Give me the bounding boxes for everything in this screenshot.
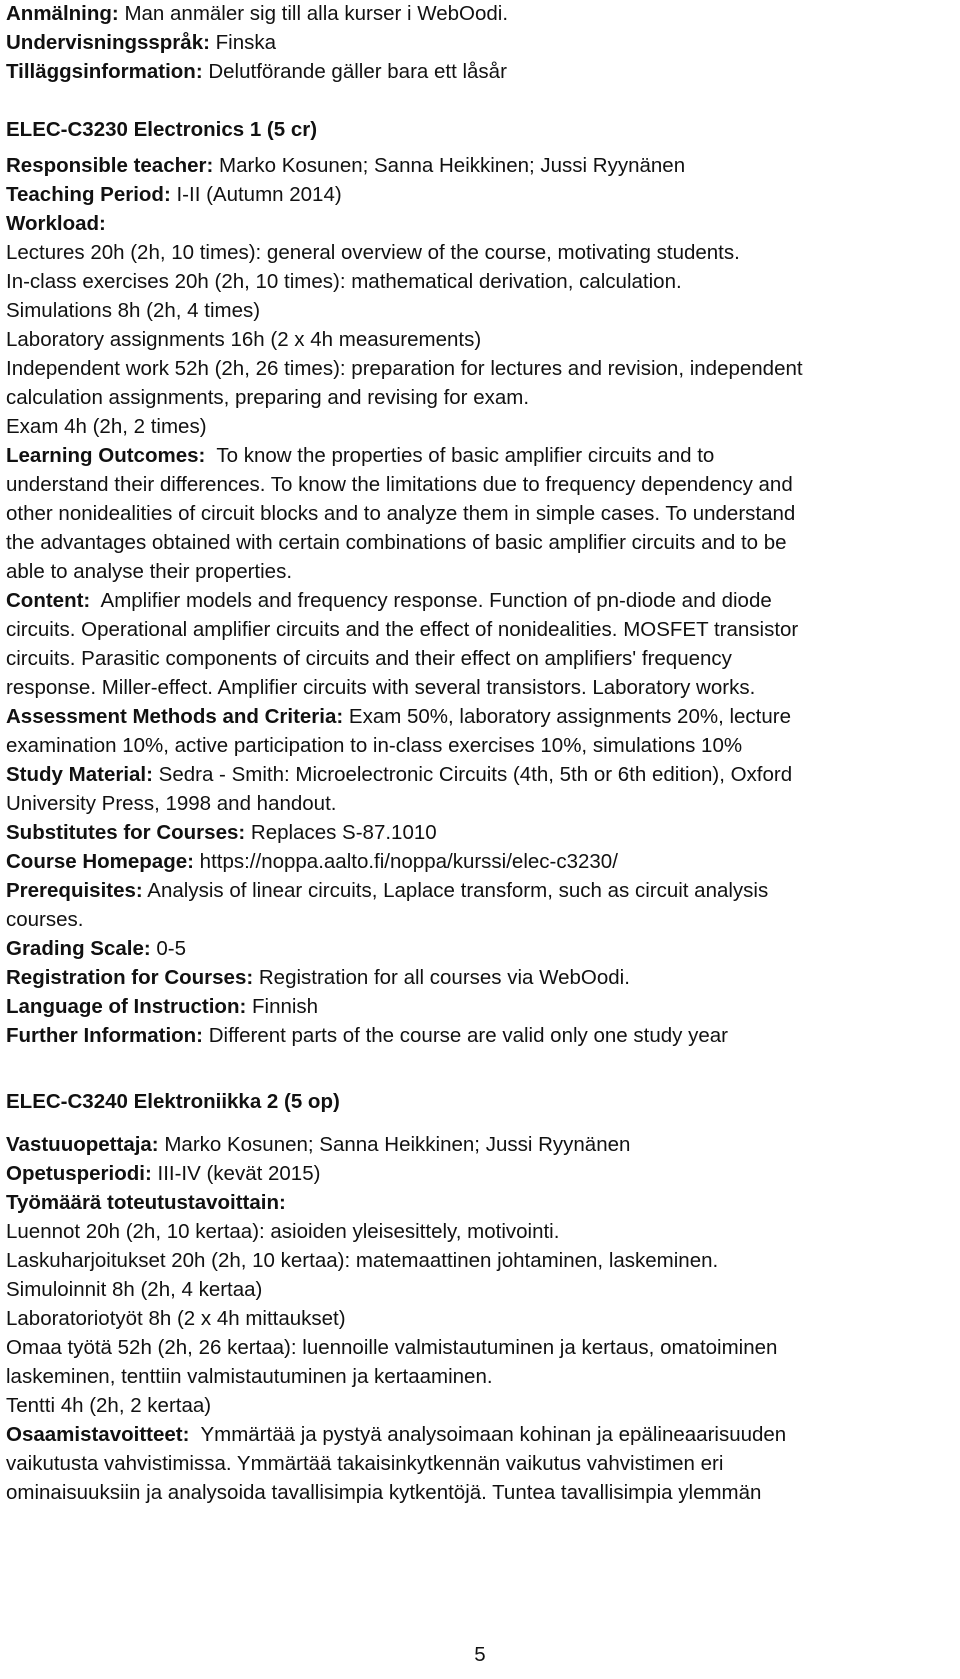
language-value: Finska (209, 31, 276, 54)
course2-period-value: III-IV (kevät 2015) (151, 1162, 321, 1185)
spacer (6, 1079, 954, 1087)
course2-teacher-label: Vastuuopettaja: (6, 1133, 159, 1156)
course2-workload-line: Laskuharjoitukset 20h (2h, 10 kertaa): matemaattinen johtaminen, laskeminen. (6, 1249, 719, 1272)
course1-period-label: Teaching Period: (6, 183, 171, 206)
course1-teacher-label: Responsible teacher: (6, 154, 214, 177)
course1-substitutes-line (6, 818, 954, 847)
course1-substitutes-label: Substitutes for Courses: (6, 821, 246, 844)
course1-further-label: Further Information: (6, 1024, 204, 1047)
course2-outcomes-line (6, 1420, 954, 1449)
language-line (6, 28, 954, 57)
course1-grading-label: Grading Scale: (6, 937, 151, 960)
course1-workload-line: In-class exercises 20h (2h, 10 times): mathematical derivation, calculation. (6, 270, 682, 293)
course1-workload-line: calculation assignments, preparing and revising for exam. (6, 386, 530, 409)
course1-material-line (6, 760, 954, 789)
course1-prereq-line: courses. (6, 908, 84, 931)
course1-grading-value: 0-5 (150, 937, 187, 960)
course1-assessment-line: examination 10%, active participation to in-class exercises 10%, simulations 10% (6, 734, 743, 757)
course1-material-line: University Press, 1998 and handout. (6, 792, 337, 815)
course1-registration-value: Registration for all courses via WebOodi. (253, 966, 630, 989)
course1-language-label: Language of Instruction: (6, 995, 247, 1018)
course1-homepage-label: Course Homepage: (6, 850, 194, 873)
course1-title: ELEC-C3230 Electronics 1 (5 cr) (6, 118, 318, 141)
course1-grading-line (6, 934, 954, 963)
course1-content-line: circuits. Operational amplifier circuits and the effect of nonidealities. MOSFET transistor (6, 618, 799, 641)
course1-workload-line: Simulations 8h (2h, 4 times) (6, 299, 261, 322)
course2-period-line (6, 1159, 954, 1188)
course1-outcomes-text: To know the properties of basic amplifier circuits and to (205, 444, 715, 467)
additional-info-line (6, 57, 954, 86)
course1-language-line (6, 992, 954, 1021)
course2-workload-line: laskeminen, tenttiin valmistautuminen ja kertaaminen. (6, 1365, 493, 1388)
course1-assessment-label: Assessment Methods and Criteria: (6, 705, 344, 728)
course1-workload-line: Laboratory assignments 16h (2 x 4h measurements) (6, 328, 482, 351)
course1-period-value: I-II (Autumn 2014) (170, 183, 342, 206)
course1-substitutes-value: Replaces S-87.1010 (245, 821, 437, 844)
language-label: Undervisningsspråk: (6, 31, 210, 54)
course1-outcomes-line: other nonidealities of circuit blocks and to analyze them in simple cases. To understand (6, 502, 796, 525)
course1-prereq-line (6, 876, 954, 905)
course1-material-label: Study Material: (6, 763, 153, 786)
course2-workload-line: Omaa työtä 52h (2h, 26 kertaa): luennoille valmistautuminen ja kertaus, omatoiminen (6, 1336, 778, 1359)
course2-workload-label: Työmäärä toteutustavoittain: (6, 1191, 286, 1214)
course1-teacher-line (6, 151, 954, 180)
course1-content-line (6, 586, 954, 615)
course1-workload-line: Exam 4h (2h, 2 times) (6, 415, 207, 438)
spacer (6, 86, 954, 115)
course1-content-text: Amplifier models and frequency response. Function of pn-diode and diode (90, 589, 772, 612)
course1-registration-line (6, 963, 954, 992)
course2-teacher-value: Marko Kosunen; Sanna Heikkinen; Jussi Ryynänen (158, 1133, 631, 1156)
course2-workload-line: Tentti 4h (2h, 2 kertaa) (6, 1394, 212, 1417)
course1-content-label: Content: (6, 589, 91, 612)
course1-material-text: Sedra - Smith: Microelectronic Circuits (4th, 5th or 6th edition), Oxford (152, 763, 793, 786)
document-page (6, 0, 954, 1507)
course1-workload-line: Independent work 52h (2h, 26 times): preparation for lectures and revision, independent (6, 357, 803, 380)
spacer (6, 1116, 954, 1130)
course1-outcomes-line: understand their differences. To know the limitations due to frequency dependency and (6, 473, 793, 496)
course1-workload-label: Workload: (6, 212, 106, 235)
course2-period-label: Opetusperiodi: (6, 1162, 152, 1185)
spacer (6, 1050, 954, 1079)
course1-homepage-line (6, 847, 954, 876)
registration-value: Man anmäler sig till alla kurser i WebOodi. (118, 2, 509, 25)
course1-further-line (6, 1021, 954, 1050)
course1-language-value: Finnish (246, 995, 319, 1018)
course2-outcomes-line: vaikutusta vahvistimissa. Ymmärtää takaisinkytkennän vaikutus vahvistimen eri (6, 1452, 724, 1475)
course1-assessment-text: Exam 50%, laboratory assignments 20%, lecture (343, 705, 791, 728)
course1-workload-line: Lectures 20h (2h, 10 times): general overview of the course, motivating students. (6, 241, 740, 264)
course1-homepage-value: https://noppa.aalto.fi/noppa/kurssi/elec-c3230/ (193, 850, 618, 873)
course2-outcomes-line: ominaisuuksiin ja analysoida tavallisimpia kytkentöjä. Tuntea tavallisimpia ylemmän (6, 1481, 762, 1504)
course1-content-line: response. Miller-effect. Amplifier circuits with several transistors. Laboratory works. (6, 676, 756, 699)
registration-line (6, 0, 954, 28)
course2-workload-line: Luennot 20h (2h, 10 kertaa): asioiden yleisesittely, motivointi. (6, 1220, 560, 1243)
registration-label: Anmälning: (6, 2, 119, 25)
course1-outcomes-line: able to analyse their properties. (6, 560, 293, 583)
course1-prereq-text: Analysis of linear circuits, Laplace transform, such as circuit analysis (142, 879, 769, 902)
course1-period-line (6, 180, 954, 209)
course2-teacher-line (6, 1130, 954, 1159)
course1-outcomes-line: the advantages obtained with certain combinations of basic amplifier circuits and to be (6, 531, 787, 554)
course1-further-value: Different parts of the course are valid only one study year (203, 1024, 728, 1047)
course2-workload-line: Laboratoriotyöt 8h (2 x 4h mittaukset) (6, 1307, 346, 1330)
course2-workload-line: Simuloinnit 8h (2h, 4 kertaa) (6, 1278, 263, 1301)
course1-outcomes-line (6, 441, 954, 470)
course1-content-line: circuits. Parasitic components of circuits and their effect on amplifiers' frequency (6, 647, 732, 670)
course2-title: ELEC-C3240 Elektroniikka 2 (5 op) (6, 1090, 340, 1113)
page-number: 5 (474, 1643, 486, 1666)
additional-info-label: Tilläggsinformation: (6, 60, 203, 83)
spacer (6, 144, 954, 151)
course1-assessment-line (6, 702, 954, 731)
course2-outcomes-label: Osaamistavoitteet: (6, 1423, 190, 1446)
course1-teacher-value: Marko Kosunen; Sanna Heikkinen; Jussi Ryynänen (213, 154, 686, 177)
course1-prereq-label: Prerequisites: (6, 879, 143, 902)
additional-info-value: Delutförande gäller bara ett låsår (202, 60, 507, 83)
course2-outcomes-text: Ymmärtää ja pystyä analysoimaan kohinan ja epälineaarisuuden (189, 1423, 787, 1446)
course1-outcomes-label: Learning Outcomes: (6, 444, 206, 467)
course1-registration-label: Registration for Courses: (6, 966, 254, 989)
